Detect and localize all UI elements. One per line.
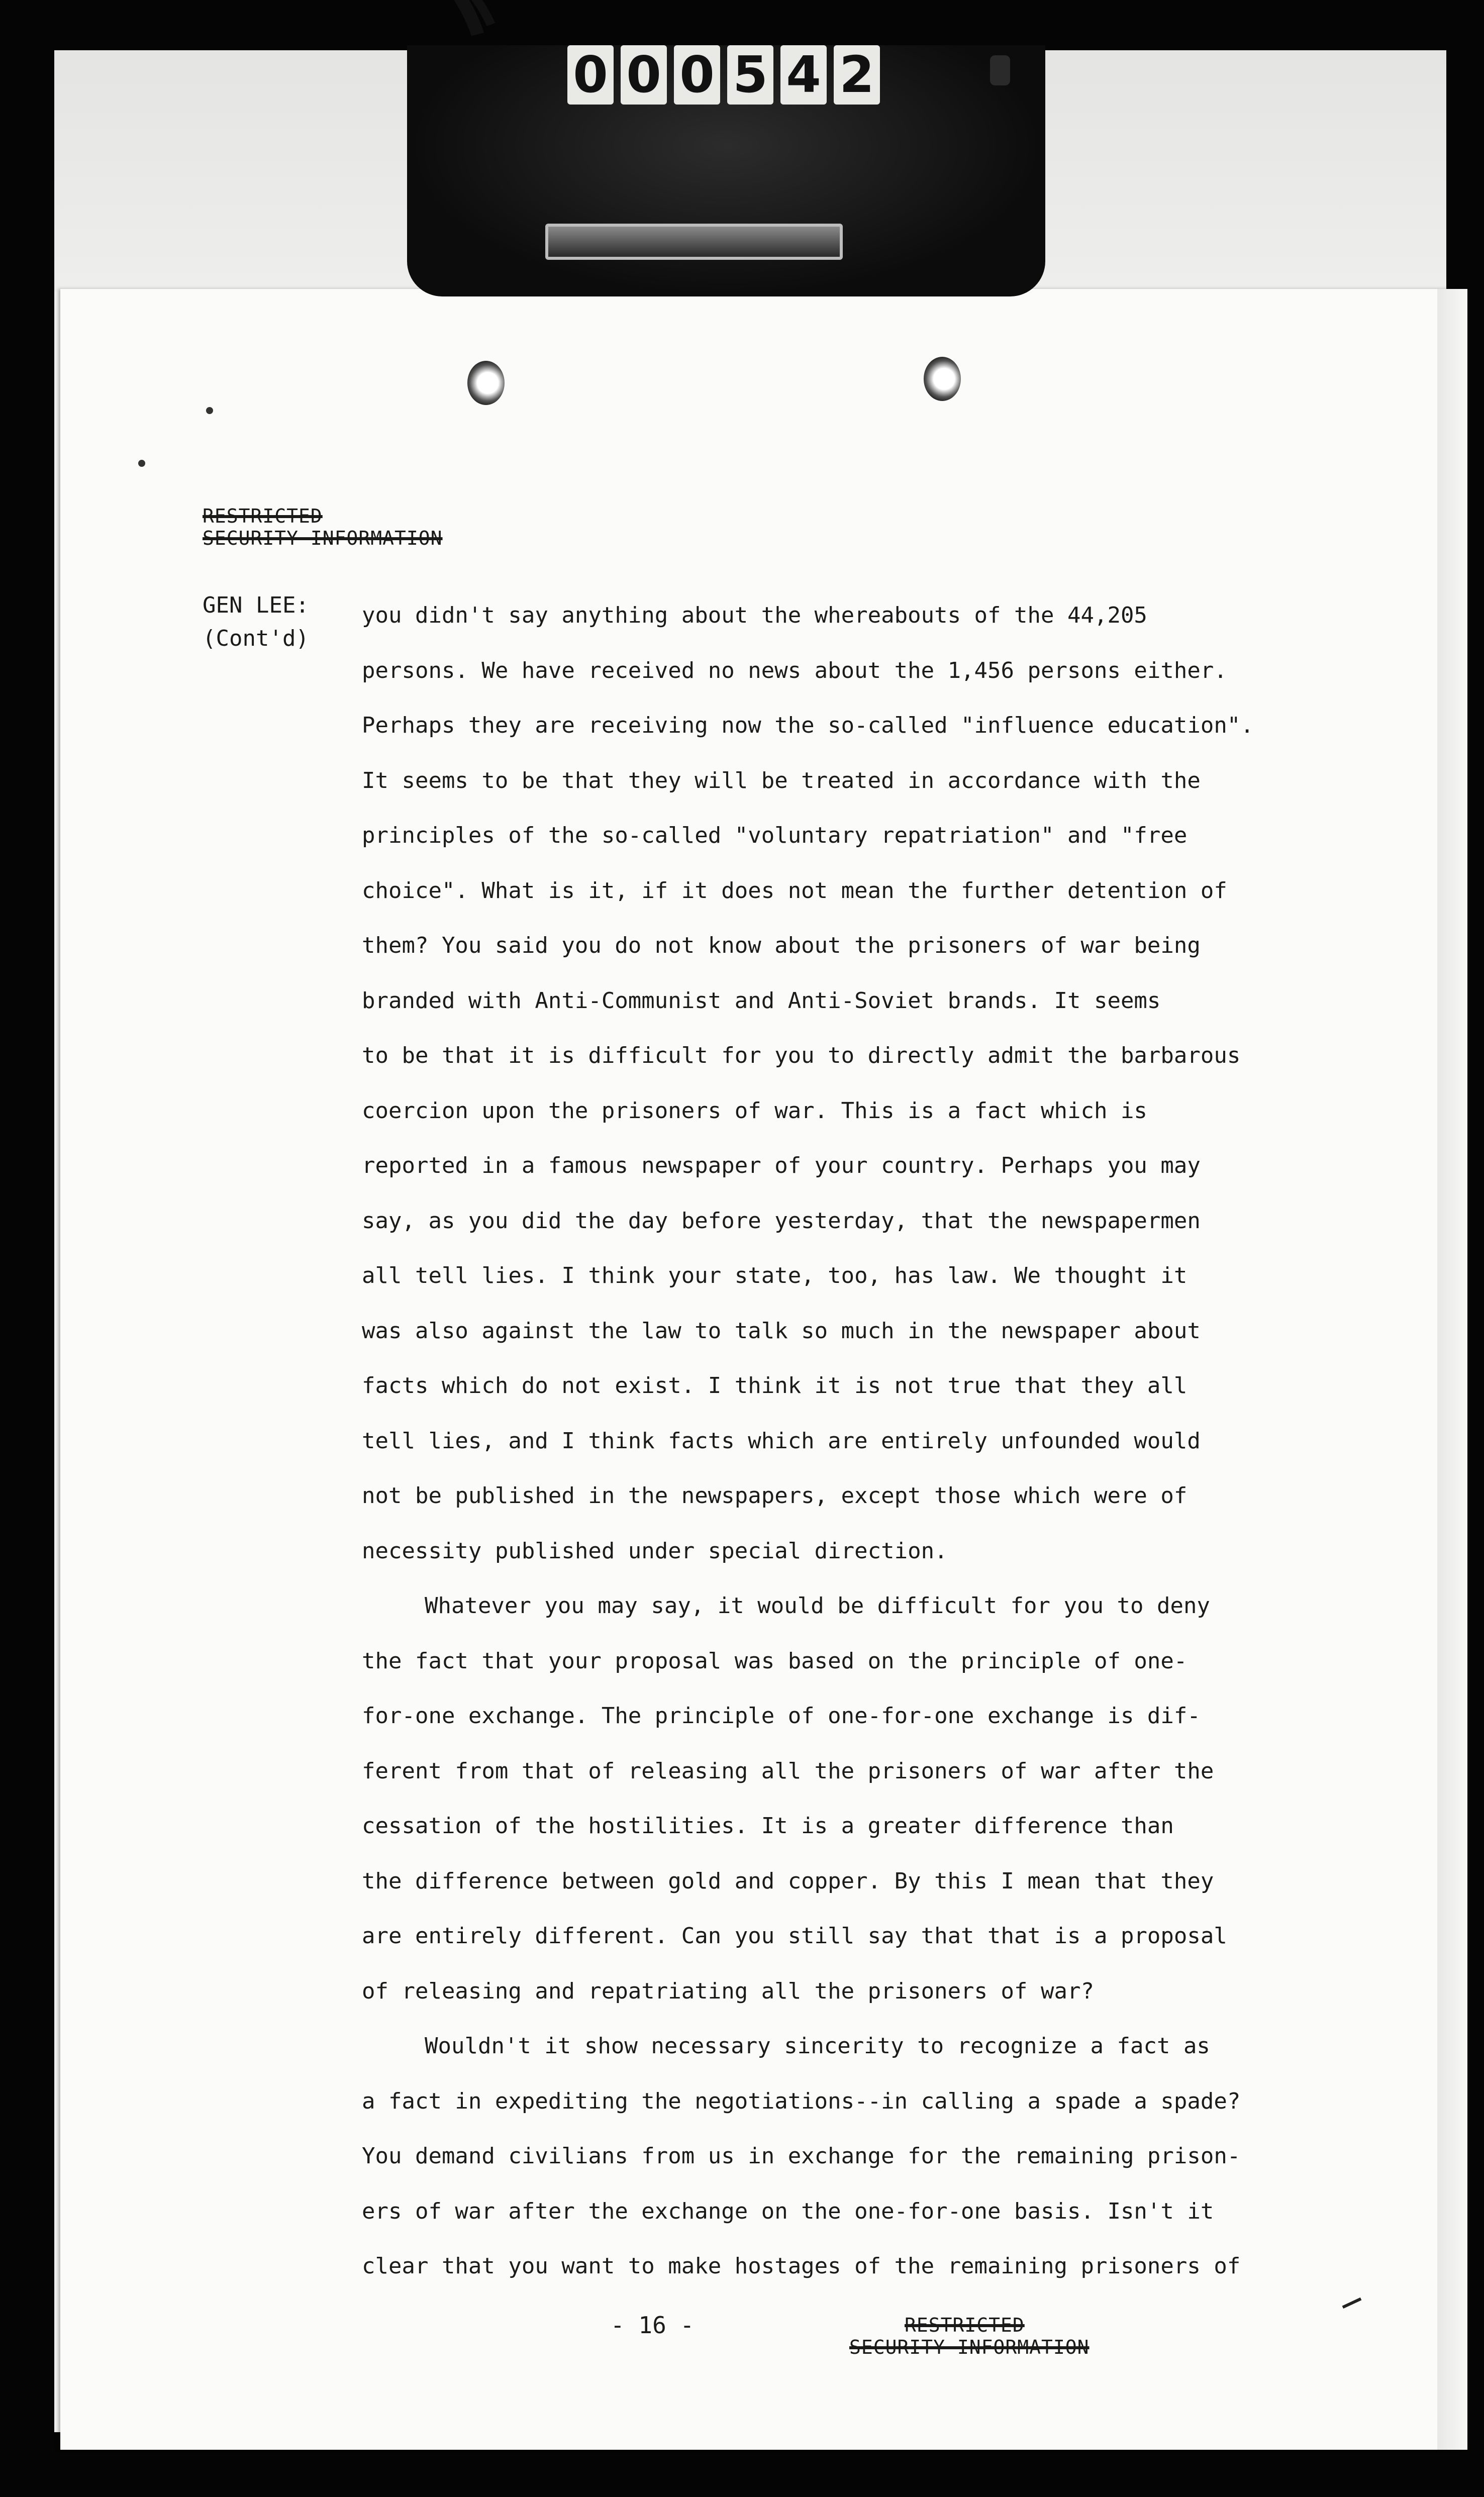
text-line: reported in a famous newspaper of your country. Perhaps you may [362,1153,1201,1178]
stamp-line-restricted: RESTRICTED [203,505,323,527]
text-line: them? You said you do not know about the prisoners of war being [362,933,1201,958]
counter-knob [990,55,1010,85]
counter-digit: 0 [621,45,667,105]
speaker-name: GEN LEE: [203,592,309,618]
text-line: ers of war after the exchange on the one-for-one basis. Isn't it [362,2198,1214,2224]
text-line: Whatever you may say, it would be difficult for you to deny [425,1593,1210,1619]
text-line: a fact in expediting the negotiations--in calling a spade a spade? [362,2088,1241,2114]
speaker-label [203,589,353,655]
punch-hole-icon [924,357,961,401]
text-line: you didn't say anything about the whereabouts of the 44,205 [362,603,1147,628]
text-line: say, as you did the day before yesterday, that the newspapermen [362,1208,1201,1234]
speck-icon [206,407,213,414]
text-line: of releasing and repatriating all the prisoners of war? [362,1978,1094,2004]
text-line: coercion upon the prisoners of war. This is a fact which is [362,1097,1147,1124]
punch-hole-icon [467,361,505,405]
text-line: clear that you want to make hostages of the remaining prisoners of [362,2253,1241,2279]
text-line: not be published in the newspapers, except those which were of [362,1483,1188,1509]
text-line: principles of the so-called "voluntary repatriation" and "free [362,823,1188,848]
text-line: all tell lies. I think your state, too, has law. We thought it [362,1263,1188,1288]
text-line: was also against the law to talk so much in the newspaper about [362,1318,1201,1344]
text-line: cessation of the hostilities. It is a greater difference than [362,1813,1174,1839]
frame-counter [523,45,925,111]
classification-stamp-footer [849,2314,1090,2358]
counter-plate [545,224,843,260]
stamp-line-security: SECURITY INFORMATION [849,2336,1090,2358]
text-line: the fact that your proposal was based on the principle of one- [362,1648,1188,1674]
text-line: Perhaps they are receiving now the so-called "influence education". [362,713,1254,738]
text-line: necessity published under special direction. [362,1538,948,1564]
text-line: branded with Anti-Communist and Anti-Soviet brands. It seems [362,987,1161,1014]
text-line: facts which do not exist. I think it is not true that they all [362,1373,1188,1399]
text-line: to be that it is difficult for you to directly admit the barbarous [362,1043,1241,1068]
classification-stamp-header [203,505,443,549]
page-number: - 16 - [611,2312,695,2339]
counter-digit: 0 [674,45,720,105]
text-line: for-one exchange. The principle of one-for-one exchange is dif- [362,1703,1201,1729]
counter-digit: 0 [567,45,614,105]
text-line: the difference between gold and copper. By this I mean that they [362,1868,1214,1894]
text-line: are entirely different. Can you still say that that is a proposal [362,1923,1227,1949]
page-edge [1437,289,1467,2450]
text-line: choice". What is it, if it does not mean the further detention of [362,877,1227,904]
text-line: tell lies, and I think facts which are entirely unfounded would [362,1428,1201,1454]
text-line: Wouldn't it show necessary sincerity to recognize a fact as [425,2033,1210,2059]
text-line: ferent from that of releasing all the prisoners of war after the [362,1758,1214,1784]
stamp-line-security: SECURITY INFORMATION [203,527,443,549]
counter-digit: 2 [834,45,880,105]
counter-digit: 5 [727,45,773,105]
speck-icon [138,460,145,467]
text-line: You demand civilians from us in exchange for the remaining prison- [362,2143,1241,2169]
counter-digit: 4 [780,45,827,105]
text-line: It seems to be that they will be treated in accordance with the [362,767,1201,793]
transcript-body [362,588,1437,2294]
text-line: persons. We have received no news about the 1,456 persons either. [362,657,1227,683]
stamp-line-restricted: RESTRICTED [905,2314,1025,2336]
speaker-continued: (Cont'd) [203,626,309,651]
